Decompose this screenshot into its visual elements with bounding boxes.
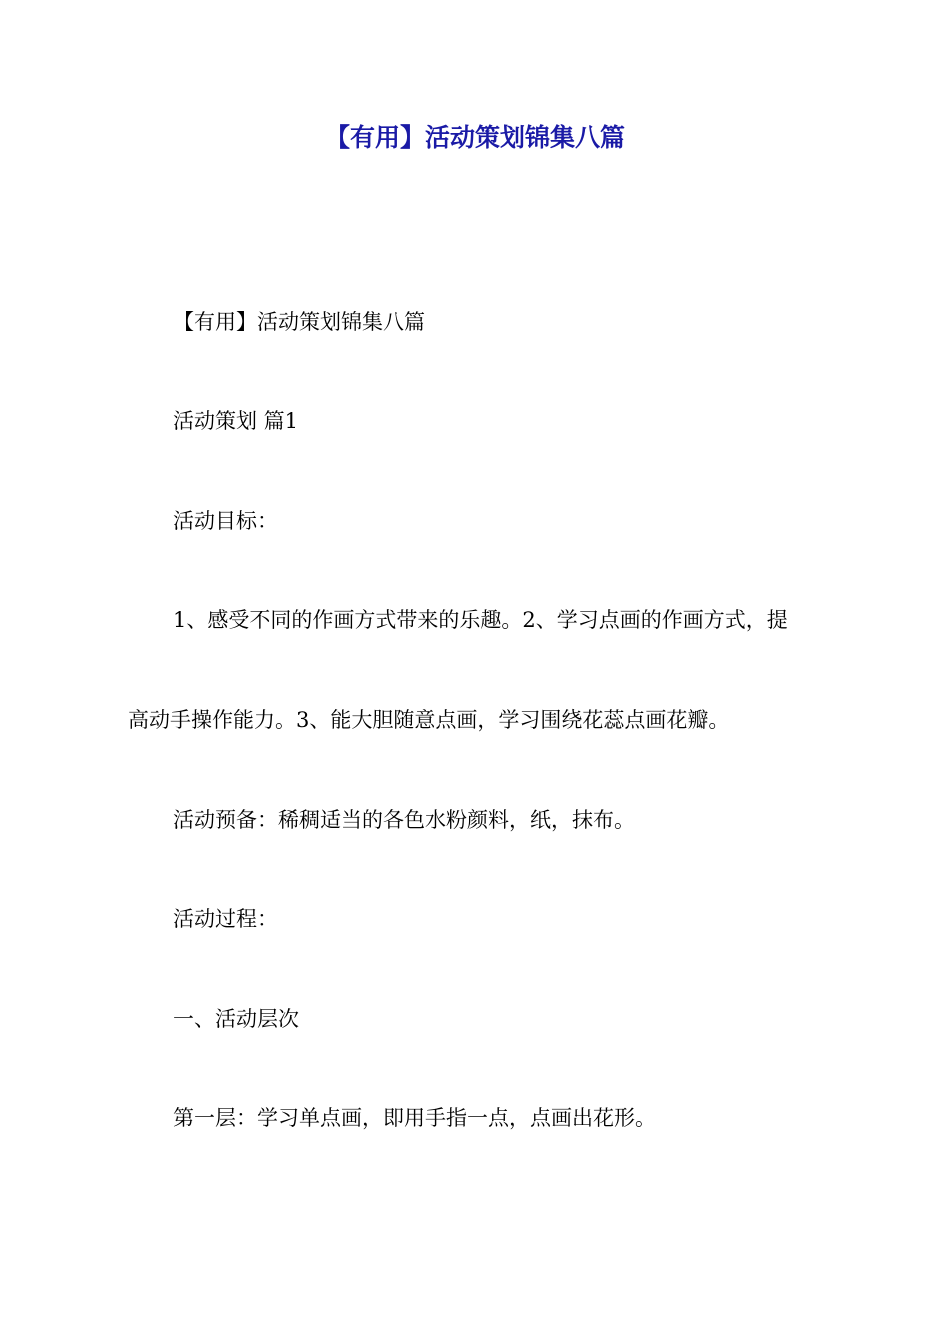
section-heading: 活动策划 篇1 [173,409,299,433]
document-title: 【有用】活动策划锦集八篇 [324,123,625,152]
preparation-text: 活动预备：稀稠适当的各色水粉颜料，纸，抹布。 [173,808,635,832]
level-heading: 一、活动层次 [173,1007,299,1031]
intro-heading: 【有用】活动策划锦集八篇 [173,310,425,334]
goals-text-line-2: 高动手操作能力。3、能大胆随意点画，学习围绕花蕊点画花瓣。 [128,708,730,732]
process-label: 活动过程： [173,907,278,931]
goals-label: 活动目标： [173,509,278,533]
level-one-text: 第一层：学习单点画，即用手指一点，点画出花形。 [173,1106,656,1130]
goals-text-line-1: 1、感受不同的作画方式带来的乐趣。2、学习点画的作画方式，提 [173,608,788,632]
